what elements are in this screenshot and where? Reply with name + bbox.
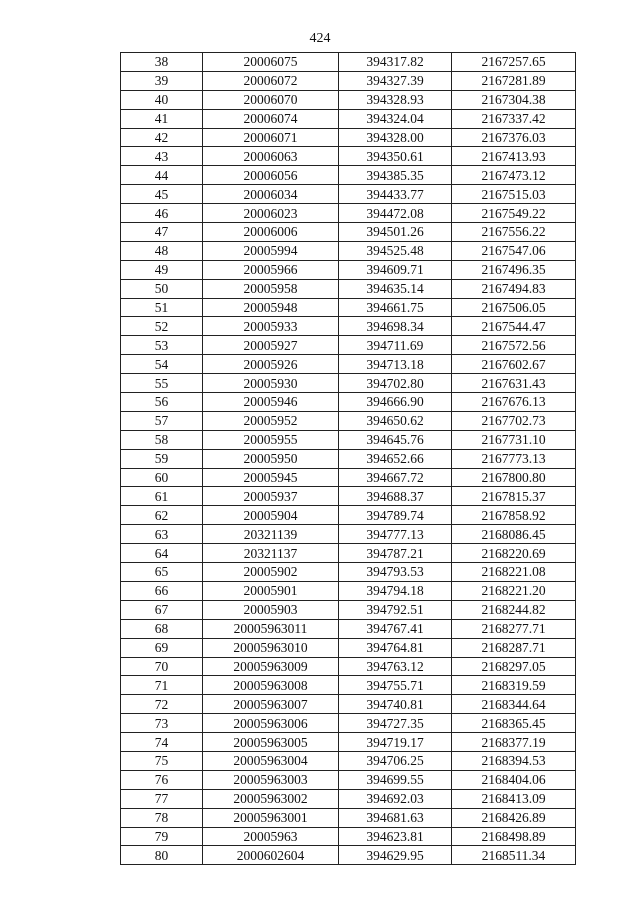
x-coordinate-cell: 394711.69 [339,336,452,355]
point-id-cell: 20006034 [203,185,339,204]
x-coordinate-cell: 394767.41 [339,619,452,638]
table-row [121,204,576,223]
point-id-cell: 20005946 [203,393,339,412]
point-id-cell: 20321139 [203,525,339,544]
y-coordinate-cell: 2167572.56 [452,336,576,355]
table-row [121,128,576,147]
row-index-cell: 80 [121,846,203,865]
point-id-cell: 20006063 [203,147,339,166]
y-coordinate-cell: 2167473.12 [452,166,576,185]
table-row [121,468,576,487]
point-id-cell: 20005901 [203,581,339,600]
row-index-cell: 76 [121,770,203,789]
x-coordinate-cell: 394692.03 [339,789,452,808]
row-index-cell: 78 [121,808,203,827]
row-index-cell: 50 [121,279,203,298]
x-coordinate-cell: 394787.21 [339,544,452,563]
y-coordinate-cell: 2167506.05 [452,298,576,317]
x-coordinate-cell: 394667.72 [339,468,452,487]
x-coordinate-cell: 394472.08 [339,204,452,223]
y-coordinate-cell: 2168377.19 [452,733,576,752]
row-index-cell: 41 [121,109,203,128]
table-row [121,185,576,204]
y-coordinate-cell: 2168511.34 [452,846,576,865]
table-row [121,733,576,752]
x-coordinate-cell: 394764.81 [339,638,452,657]
y-coordinate-cell: 2168221.08 [452,563,576,582]
point-id-cell: 20006006 [203,223,339,242]
x-coordinate-cell: 394385.35 [339,166,452,185]
y-coordinate-cell: 2168365.45 [452,714,576,733]
x-coordinate-cell: 394623.81 [339,827,452,846]
point-id-cell: 20005963002 [203,789,339,808]
y-coordinate-cell: 2168220.69 [452,544,576,563]
row-index-cell: 40 [121,90,203,109]
page-number: 424 [309,31,331,46]
table-row [121,147,576,166]
table-row [121,393,576,412]
point-id-cell: 20005958 [203,279,339,298]
point-id-cell: 20005966 [203,260,339,279]
x-coordinate-cell: 394740.81 [339,695,452,714]
point-id-cell: 20005963011 [203,619,339,638]
row-index-cell: 71 [121,676,203,695]
row-index-cell: 67 [121,600,203,619]
table-row [121,770,576,789]
point-id-cell: 20005963010 [203,638,339,657]
row-index-cell: 45 [121,185,203,204]
x-coordinate-cell: 394650.62 [339,411,452,430]
y-coordinate-cell: 2167413.93 [452,147,576,166]
y-coordinate-cell: 2167773.13 [452,449,576,468]
row-index-cell: 54 [121,355,203,374]
y-coordinate-cell: 2167815.37 [452,487,576,506]
row-index-cell: 42 [121,128,203,147]
table-row [121,336,576,355]
y-coordinate-cell: 2168394.53 [452,751,576,770]
point-id-cell: 20005903 [203,600,339,619]
table-row [121,430,576,449]
point-id-cell: 20005994 [203,241,339,260]
row-index-cell: 66 [121,581,203,600]
row-index-cell: 72 [121,695,203,714]
table-row [121,563,576,582]
point-id-cell: 20005904 [203,506,339,525]
point-id-cell: 20005963001 [203,808,339,827]
y-coordinate-cell: 2167556.22 [452,223,576,242]
table-row [121,317,576,336]
x-coordinate-cell: 394327.39 [339,71,452,90]
point-id-cell: 20005945 [203,468,339,487]
table-row [121,695,576,714]
y-coordinate-cell: 2167602.67 [452,355,576,374]
x-coordinate-cell: 394661.75 [339,298,452,317]
table-row [121,355,576,374]
y-coordinate-cell: 2168319.59 [452,676,576,695]
x-coordinate-cell: 394635.14 [339,279,452,298]
point-id-cell: 20005963006 [203,714,339,733]
row-index-cell: 60 [121,468,203,487]
row-index-cell: 68 [121,619,203,638]
row-index-cell: 59 [121,449,203,468]
row-index-cell: 56 [121,393,203,412]
row-index-cell: 44 [121,166,203,185]
y-coordinate-cell: 2167858.92 [452,506,576,525]
table-row [121,544,576,563]
x-coordinate-cell: 394763.12 [339,657,452,676]
x-coordinate-cell: 394317.82 [339,53,452,72]
row-index-cell: 73 [121,714,203,733]
table-row [121,525,576,544]
row-index-cell: 47 [121,223,203,242]
point-id-cell: 20005963009 [203,657,339,676]
point-id-cell: 20005963 [203,827,339,846]
point-id-cell: 20321137 [203,544,339,563]
row-index-cell: 52 [121,317,203,336]
row-index-cell: 79 [121,827,203,846]
row-index-cell: 53 [121,336,203,355]
y-coordinate-cell: 2168221.20 [452,581,576,600]
table-row [121,600,576,619]
table-row [121,638,576,657]
x-coordinate-cell: 394681.63 [339,808,452,827]
y-coordinate-cell: 2167549.22 [452,204,576,223]
row-index-cell: 51 [121,298,203,317]
row-index-cell: 61 [121,487,203,506]
row-index-cell: 46 [121,204,203,223]
table-row [121,279,576,298]
point-id-cell: 20005955 [203,430,339,449]
row-index-cell: 57 [121,411,203,430]
x-coordinate-cell: 394777.13 [339,525,452,544]
table-row [121,619,576,638]
x-coordinate-cell: 394702.80 [339,374,452,393]
y-coordinate-cell: 2168498.89 [452,827,576,846]
point-id-cell: 20006070 [203,90,339,109]
x-coordinate-cell: 394699.55 [339,770,452,789]
point-id-cell: 20005902 [203,563,339,582]
y-coordinate-cell: 2167494.83 [452,279,576,298]
table-row [121,751,576,770]
x-coordinate-cell: 394652.66 [339,449,452,468]
point-id-cell: 20005952 [203,411,339,430]
x-coordinate-cell: 394433.77 [339,185,452,204]
point-id-cell: 20005963008 [203,676,339,695]
y-coordinate-cell: 2168287.71 [452,638,576,657]
table-row [121,506,576,525]
y-coordinate-cell: 2168244.82 [452,600,576,619]
row-index-cell: 38 [121,53,203,72]
row-index-cell: 74 [121,733,203,752]
point-id-cell: 20005927 [203,336,339,355]
point-id-cell: 20005948 [203,298,339,317]
y-coordinate-cell: 2167496.35 [452,260,576,279]
table-row [121,223,576,242]
table-row [121,449,576,468]
row-index-cell: 62 [121,506,203,525]
point-id-cell: 2000602604 [203,846,339,865]
x-coordinate-cell: 394727.35 [339,714,452,733]
table-row [121,657,576,676]
y-coordinate-cell: 2167631.43 [452,374,576,393]
y-coordinate-cell: 2167544.47 [452,317,576,336]
x-coordinate-cell: 394755.71 [339,676,452,695]
x-coordinate-cell: 394719.17 [339,733,452,752]
table-row [121,241,576,260]
row-index-cell: 63 [121,525,203,544]
y-coordinate-cell: 2168426.89 [452,808,576,827]
point-id-cell: 20005950 [203,449,339,468]
table-row [121,298,576,317]
point-id-cell: 20005926 [203,355,339,374]
x-coordinate-cell: 394629.95 [339,846,452,865]
y-coordinate-cell: 2167547.06 [452,241,576,260]
table-row [121,260,576,279]
table-row [121,90,576,109]
x-coordinate-cell: 394609.71 [339,260,452,279]
table-row [121,487,576,506]
table-row [121,53,576,72]
point-id-cell: 20005930 [203,374,339,393]
y-coordinate-cell: 2168413.09 [452,789,576,808]
table-row [121,71,576,90]
table-row [121,789,576,808]
coordinates-table-body [121,53,576,865]
x-coordinate-cell: 394789.74 [339,506,452,525]
y-coordinate-cell: 2168297.05 [452,657,576,676]
y-coordinate-cell: 2168404.06 [452,770,576,789]
point-id-cell: 20006023 [203,204,339,223]
x-coordinate-cell: 394324.04 [339,109,452,128]
table-row [121,166,576,185]
y-coordinate-cell: 2167337.42 [452,109,576,128]
point-id-cell: 20005933 [203,317,339,336]
table-row [121,714,576,733]
point-id-cell: 20006074 [203,109,339,128]
y-coordinate-cell: 2167376.03 [452,128,576,147]
x-coordinate-cell: 394328.93 [339,90,452,109]
row-index-cell: 49 [121,260,203,279]
row-index-cell: 65 [121,563,203,582]
x-coordinate-cell: 394688.37 [339,487,452,506]
x-coordinate-cell: 394792.51 [339,600,452,619]
y-coordinate-cell: 2167257.65 [452,53,576,72]
y-coordinate-cell: 2167702.73 [452,411,576,430]
y-coordinate-cell: 2167800.80 [452,468,576,487]
x-coordinate-cell: 394713.18 [339,355,452,374]
x-coordinate-cell: 394501.26 [339,223,452,242]
point-id-cell: 20006072 [203,71,339,90]
point-id-cell: 20005937 [203,487,339,506]
point-id-cell: 20006071 [203,128,339,147]
x-coordinate-cell: 394793.53 [339,563,452,582]
row-index-cell: 64 [121,544,203,563]
row-index-cell: 75 [121,751,203,770]
x-coordinate-cell: 394350.61 [339,147,452,166]
coordinates-table [120,52,576,865]
y-coordinate-cell: 2168277.71 [452,619,576,638]
row-index-cell: 55 [121,374,203,393]
table-row [121,676,576,695]
row-index-cell: 43 [121,147,203,166]
row-index-cell: 58 [121,430,203,449]
y-coordinate-cell: 2168086.45 [452,525,576,544]
row-index-cell: 77 [121,789,203,808]
x-coordinate-cell: 394706.25 [339,751,452,770]
table-row [121,374,576,393]
row-index-cell: 48 [121,241,203,260]
table-row [121,411,576,430]
table-row [121,581,576,600]
point-id-cell: 20005963007 [203,695,339,714]
y-coordinate-cell: 2167731.10 [452,430,576,449]
row-index-cell: 39 [121,71,203,90]
table-row [121,827,576,846]
y-coordinate-cell: 2167515.03 [452,185,576,204]
table-row [121,808,576,827]
x-coordinate-cell: 394328.00 [339,128,452,147]
point-id-cell: 20006056 [203,166,339,185]
y-coordinate-cell: 2167304.38 [452,90,576,109]
table-row [121,846,576,865]
y-coordinate-cell: 2167676.13 [452,393,576,412]
x-coordinate-cell: 394794.18 [339,581,452,600]
point-id-cell: 20005963005 [203,733,339,752]
x-coordinate-cell: 394645.76 [339,430,452,449]
point-id-cell: 20005963003 [203,770,339,789]
y-coordinate-cell: 2167281.89 [452,71,576,90]
row-index-cell: 70 [121,657,203,676]
x-coordinate-cell: 394698.34 [339,317,452,336]
x-coordinate-cell: 394666.90 [339,393,452,412]
x-coordinate-cell: 394525.48 [339,241,452,260]
row-index-cell: 69 [121,638,203,657]
point-id-cell: 20005963004 [203,751,339,770]
table-row [121,109,576,128]
point-id-cell: 20006075 [203,53,339,72]
y-coordinate-cell: 2168344.64 [452,695,576,714]
